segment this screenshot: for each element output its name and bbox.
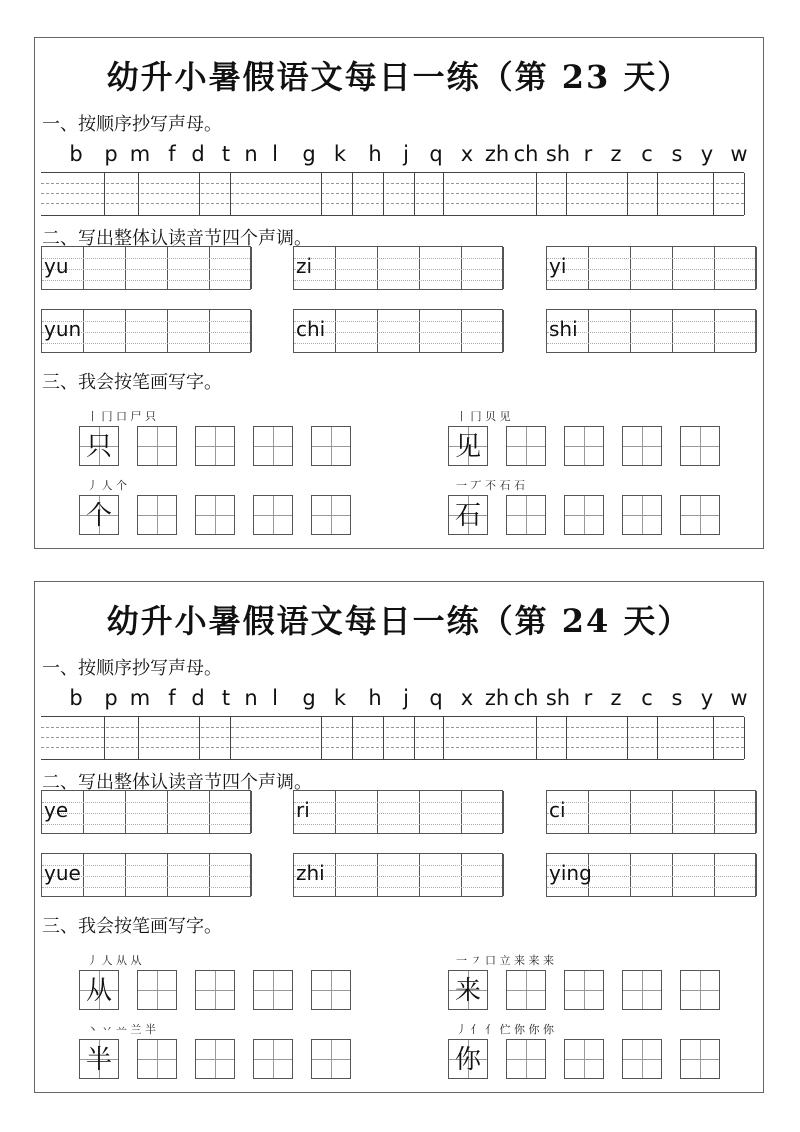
initial-letter: f [168, 142, 176, 166]
pinyin-cell[interactable] [210, 310, 252, 352]
pinyin-cell[interactable] [715, 791, 757, 833]
initial-letter: m [129, 686, 151, 710]
tianzige-box[interactable] [680, 970, 720, 1010]
syllable-label: zhi [296, 861, 325, 885]
guide-line [41, 727, 744, 728]
guide-line [294, 876, 502, 877]
tianzige-box[interactable] [195, 1039, 235, 1079]
model-character-box [448, 426, 488, 466]
stroke-order-hint: 丿 人 个 [87, 479, 127, 492]
pinyin-cell[interactable] [126, 310, 168, 352]
tianzige-guide [642, 496, 643, 534]
guide-line [547, 321, 755, 322]
pinyin-cell[interactable] [168, 854, 210, 896]
model-character-box [448, 970, 488, 1010]
initial-letter: c [641, 686, 653, 710]
line-separator [627, 173, 628, 215]
tianzige-guide [700, 1040, 701, 1078]
tianzige-guide [331, 427, 332, 465]
pinyin-writing-grid[interactable] [41, 853, 251, 897]
pinyin-writing-grid[interactable] [293, 790, 503, 834]
tianzige-guide [526, 1040, 527, 1078]
pinyin-writing-grid[interactable] [41, 246, 251, 290]
line-separator [321, 173, 322, 215]
model-character: 见 [454, 432, 481, 462]
initial-letter: t [221, 142, 231, 166]
section-1-heading: 一、按顺序抄写声母。 [42, 114, 222, 135]
tianzige-box[interactable] [680, 1039, 720, 1079]
tianzige-guide [331, 496, 332, 534]
model-character-box [79, 1039, 119, 1079]
tianzige-box[interactable] [253, 970, 293, 1010]
tianzige-guide [331, 971, 332, 1009]
tianzige-guide [215, 971, 216, 1009]
model-character: 只 [85, 432, 112, 462]
pinyin-cell[interactable] [631, 854, 673, 896]
worksheet-title: 幼升小暑假语文每日一练（第 23 天） [106, 58, 692, 96]
character-practice-block [79, 952, 359, 1012]
line-separator [230, 717, 231, 759]
copy-writing-line[interactable] [41, 716, 744, 760]
guide-line [42, 269, 250, 270]
guide-line [294, 802, 502, 803]
initial-letter: d [191, 142, 205, 166]
tianzige-box[interactable] [622, 426, 662, 466]
tianzige-guide [157, 1040, 158, 1078]
pinyin-cell[interactable] [589, 791, 631, 833]
pinyin-cell[interactable] [378, 310, 420, 352]
pinyin-cell[interactable] [420, 854, 462, 896]
tianzige-guide [642, 971, 643, 1009]
pinyin-writing-grid[interactable] [293, 246, 503, 290]
tianzige-box[interactable] [506, 1039, 546, 1079]
pinyin-writing-grid[interactable] [546, 790, 756, 834]
initial-letter: sh [545, 686, 571, 710]
syllable-label: shi [549, 317, 578, 341]
tianzige-box[interactable] [564, 1039, 604, 1079]
tianzige-guide [642, 1040, 643, 1078]
initial-letter: z [610, 686, 622, 710]
guide-line [42, 813, 250, 814]
pinyin-cell[interactable] [673, 854, 715, 896]
pinyin-cell[interactable] [168, 247, 210, 289]
guide-line [547, 887, 755, 888]
model-character: 半 [85, 1045, 112, 1075]
tianzige-box[interactable] [311, 1039, 351, 1079]
initial-letter: p [104, 142, 118, 166]
tianzige-guide [157, 496, 158, 534]
initial-letter: r [583, 686, 593, 710]
stroke-order-hint: 丨 冂 口 尸 只 [87, 410, 156, 423]
model-character-box [448, 1039, 488, 1079]
worksheet-title: 幼升小暑假语文每日一练（第 24 天） [106, 602, 692, 640]
guide-line [294, 865, 502, 866]
pinyin-cell[interactable] [673, 791, 715, 833]
stroke-order-hint: 丨 冂 贝 见 [456, 410, 511, 423]
model-character-box [79, 495, 119, 535]
pinyin-cell[interactable] [84, 791, 126, 833]
line-separator [536, 717, 537, 759]
tianzige-guide [642, 427, 643, 465]
pinyin-cell[interactable] [420, 310, 462, 352]
model-character: 个 [85, 501, 112, 531]
pinyin-cell[interactable] [589, 854, 631, 896]
pinyin-cell[interactable] [126, 791, 168, 833]
line-separator [566, 717, 567, 759]
pinyin-cell[interactable] [378, 791, 420, 833]
line-separator [744, 173, 745, 215]
guide-line [294, 280, 502, 281]
guide-line [41, 747, 744, 748]
pinyin-cell[interactable] [715, 310, 757, 352]
line-separator [566, 173, 567, 215]
pinyin-cell[interactable] [168, 310, 210, 352]
pinyin-writing-grid[interactable] [41, 790, 251, 834]
worksheet-day-24 [34, 581, 764, 1093]
tianzige-box[interactable] [622, 495, 662, 535]
tianzige-guide [526, 427, 527, 465]
syllable-label: yu [44, 254, 69, 278]
line-separator [744, 717, 745, 759]
tianzige-box[interactable] [311, 970, 351, 1010]
tianzige-guide [273, 971, 274, 1009]
guide-line [41, 737, 744, 738]
initial-letter: n [244, 686, 258, 710]
line-separator [321, 717, 322, 759]
guide-line [42, 887, 250, 888]
line-separator [199, 173, 200, 215]
pinyin-writing-grid[interactable] [41, 309, 251, 353]
tianzige-box[interactable] [137, 1039, 177, 1079]
initial-letter: l [272, 686, 278, 710]
syllable-label: ye [44, 798, 69, 822]
section-2-heading: 二、写出整体认读音节四个声调。 [42, 772, 312, 793]
guide-line [547, 258, 755, 259]
tianzige-guide [215, 427, 216, 465]
tianzige-guide [273, 427, 274, 465]
line-separator [627, 717, 628, 759]
pinyin-cell[interactable] [631, 310, 673, 352]
pinyin-cell[interactable] [715, 854, 757, 896]
initial-letter: g [302, 142, 316, 166]
pinyin-cell[interactable] [336, 247, 378, 289]
syllable-label: ci [549, 798, 566, 822]
initial-letter: c [641, 142, 653, 166]
model-character: 你 [454, 1045, 481, 1075]
guide-line [294, 343, 502, 344]
tianzige-box[interactable] [564, 495, 604, 535]
character-practice-block [448, 1021, 728, 1081]
tianzige-guide [584, 971, 585, 1009]
tianzige-box[interactable] [195, 495, 235, 535]
line-separator [199, 717, 200, 759]
syllable-label: yun [44, 317, 82, 341]
pinyin-cell[interactable] [336, 310, 378, 352]
pinyin-cell[interactable] [462, 791, 504, 833]
pinyin-cell[interactable] [715, 247, 757, 289]
initial-letter: h [368, 686, 382, 710]
section-2-heading: 二、写出整体认读音节四个声调。 [42, 228, 312, 249]
initial-letter: y [700, 142, 714, 166]
guide-line [42, 280, 250, 281]
initial-letter: b [69, 686, 83, 710]
tianzige-guide [584, 427, 585, 465]
tianzige-guide [700, 427, 701, 465]
syllable-label: ying [549, 861, 592, 885]
initial-letter: ch [513, 142, 539, 166]
initial-letter: f [168, 686, 176, 710]
pinyin-cell[interactable] [336, 854, 378, 896]
pinyin-cell[interactable] [84, 310, 126, 352]
tianzige-box[interactable] [137, 495, 177, 535]
initial-letter: j [403, 142, 409, 166]
model-character-box [79, 970, 119, 1010]
guide-line [547, 824, 755, 825]
section-1-heading: 一、按顺序抄写声母。 [42, 658, 222, 679]
initial-letter: t [221, 686, 231, 710]
guide-line [547, 343, 755, 344]
pinyin-cell[interactable] [168, 791, 210, 833]
tianzige-box[interactable] [506, 970, 546, 1010]
initial-letter: x [460, 686, 474, 710]
pinyin-writing-grid[interactable] [546, 246, 756, 290]
line-separator [104, 173, 105, 215]
tianzige-box[interactable] [564, 426, 604, 466]
tianzige-box[interactable] [137, 970, 177, 1010]
initial-letter: sh [545, 142, 571, 166]
line-separator [657, 173, 658, 215]
tianzige-box[interactable] [137, 426, 177, 466]
tianzige-guide [273, 496, 274, 534]
line-separator [657, 717, 658, 759]
tianzige-box[interactable] [622, 1039, 662, 1079]
tianzige-box[interactable] [506, 426, 546, 466]
tianzige-guide [526, 496, 527, 534]
pinyin-cell[interactable] [210, 854, 252, 896]
pinyin-cell[interactable] [462, 310, 504, 352]
line-separator [138, 717, 139, 759]
pinyin-writing-grid[interactable] [546, 309, 756, 353]
initial-letter: k [333, 142, 347, 166]
guide-line [41, 203, 744, 204]
tianzige-guide [273, 1040, 274, 1078]
stroke-order-hint: 丿 亻 亻 伫 你 你 你 [456, 1023, 554, 1036]
pinyin-cell[interactable] [631, 791, 673, 833]
pinyin-cell[interactable] [210, 791, 252, 833]
character-practice-block [448, 477, 728, 537]
initial-letter: w [730, 686, 748, 710]
character-practice-block [79, 477, 359, 537]
pinyin-cell[interactable] [589, 310, 631, 352]
tianzige-box[interactable] [253, 426, 293, 466]
model-character-box [79, 426, 119, 466]
tianzige-box[interactable] [680, 495, 720, 535]
pinyin-cell[interactable] [378, 854, 420, 896]
initial-letter: b [69, 142, 83, 166]
guide-line [42, 824, 250, 825]
pinyin-writing-grid[interactable] [293, 309, 503, 353]
initial-letter: l [272, 142, 278, 166]
pinyin-cell[interactable] [589, 247, 631, 289]
pinyin-cell[interactable] [462, 854, 504, 896]
syllable-label: yue [44, 861, 81, 885]
guide-line [547, 269, 755, 270]
guide-line [41, 193, 744, 194]
guide-line [42, 258, 250, 259]
initial-letter: ch [513, 686, 539, 710]
initial-letter: k [333, 686, 347, 710]
tianzige-box[interactable] [564, 970, 604, 1010]
pinyin-cell[interactable] [378, 247, 420, 289]
pinyin-cell[interactable] [84, 854, 126, 896]
initial-letter: zh [484, 142, 510, 166]
stroke-order-hint: 一 ㇇ 口 立 来 来 来 [456, 954, 554, 967]
syllable-label: chi [296, 317, 326, 341]
line-separator [443, 717, 444, 759]
guide-line [294, 824, 502, 825]
stroke-order-hint: 丿 人 从 从 [87, 954, 142, 967]
pinyin-writing-grid[interactable] [293, 853, 503, 897]
tianzige-guide [700, 971, 701, 1009]
section-3-heading: 三、我会按笔画写字。 [42, 916, 222, 937]
guide-line [547, 332, 755, 333]
initial-letter: r [583, 142, 593, 166]
line-separator [383, 173, 384, 215]
syllable-label: zi [296, 254, 313, 278]
character-practice-block [448, 408, 728, 468]
tianzige-guide [157, 427, 158, 465]
initial-letter: q [429, 686, 443, 710]
tianzige-guide [700, 496, 701, 534]
section-3-heading: 三、我会按笔画写字。 [42, 372, 222, 393]
pinyin-cell[interactable] [673, 247, 715, 289]
guide-line [294, 258, 502, 259]
initial-letter: n [244, 142, 258, 166]
pinyin-cell[interactable] [462, 247, 504, 289]
initial-letter: g [302, 686, 316, 710]
copy-writing-line[interactable] [41, 172, 744, 216]
guide-line [547, 802, 755, 803]
line-separator [713, 173, 714, 215]
guide-line [294, 269, 502, 270]
tianzige-box[interactable] [195, 970, 235, 1010]
line-separator [414, 717, 415, 759]
worksheet-day-23 [34, 37, 764, 549]
guide-line [294, 813, 502, 814]
tianzige-box[interactable] [311, 426, 351, 466]
syllable-label: ri [296, 798, 310, 822]
line-separator [352, 173, 353, 215]
initial-letter: z [610, 142, 622, 166]
initial-letter: j [403, 686, 409, 710]
pinyin-cell[interactable] [673, 310, 715, 352]
line-separator [536, 173, 537, 215]
character-practice-block [79, 408, 359, 468]
pinyin-cell[interactable] [631, 247, 673, 289]
line-separator [230, 173, 231, 215]
tianzige-box[interactable] [622, 970, 662, 1010]
initial-letter: y [700, 686, 714, 710]
initial-letter: w [730, 142, 748, 166]
initial-letter: x [460, 142, 474, 166]
pinyin-cell[interactable] [84, 247, 126, 289]
tianzige-guide [526, 971, 527, 1009]
model-character: 来 [454, 976, 481, 1006]
initial-letter: d [191, 686, 205, 710]
guide-line [41, 183, 744, 184]
tianzige-guide [584, 1040, 585, 1078]
pinyin-writing-grid[interactable] [546, 853, 756, 897]
stroke-order-hint: 一 丆 不 石 石 [456, 479, 525, 492]
initial-letter: p [104, 686, 118, 710]
initial-letter: zh [484, 686, 510, 710]
initial-letter: s [671, 686, 683, 710]
tianzige-box[interactable] [253, 1039, 293, 1079]
model-character: 从 [85, 976, 112, 1006]
tianzige-box[interactable] [680, 426, 720, 466]
line-separator [713, 717, 714, 759]
tianzige-guide [157, 971, 158, 1009]
tianzige-box[interactable] [506, 495, 546, 535]
pinyin-cell[interactable] [126, 247, 168, 289]
guide-line [42, 802, 250, 803]
tianzige-guide [215, 496, 216, 534]
syllable-label: yi [549, 254, 567, 278]
tianzige-box[interactable] [195, 426, 235, 466]
pinyin-cell[interactable] [420, 247, 462, 289]
tianzige-guide [215, 1040, 216, 1078]
pinyin-cell[interactable] [420, 791, 462, 833]
stroke-order-hint: 丶 丷 䒑 兰 半 [87, 1023, 156, 1036]
tianzige-guide [584, 496, 585, 534]
line-separator [383, 717, 384, 759]
initial-letter: s [671, 142, 683, 166]
initials-row [50, 142, 748, 170]
line-separator [443, 173, 444, 215]
pinyin-cell[interactable] [336, 791, 378, 833]
model-character-box [448, 495, 488, 535]
tianzige-box[interactable] [253, 495, 293, 535]
character-practice-block [79, 1021, 359, 1081]
line-separator [414, 173, 415, 215]
tianzige-guide [331, 1040, 332, 1078]
guide-line [547, 813, 755, 814]
guide-line [42, 343, 250, 344]
line-separator [104, 717, 105, 759]
model-character: 石 [454, 501, 481, 531]
initial-letter: h [368, 142, 382, 166]
initial-letter: q [429, 142, 443, 166]
pinyin-cell[interactable] [210, 247, 252, 289]
line-separator [138, 173, 139, 215]
line-separator [352, 717, 353, 759]
character-practice-block [448, 952, 728, 1012]
tianzige-box[interactable] [311, 495, 351, 535]
initials-row [50, 686, 748, 714]
initial-letter: m [129, 142, 151, 166]
guide-line [294, 887, 502, 888]
pinyin-cell[interactable] [126, 854, 168, 896]
guide-line [547, 280, 755, 281]
